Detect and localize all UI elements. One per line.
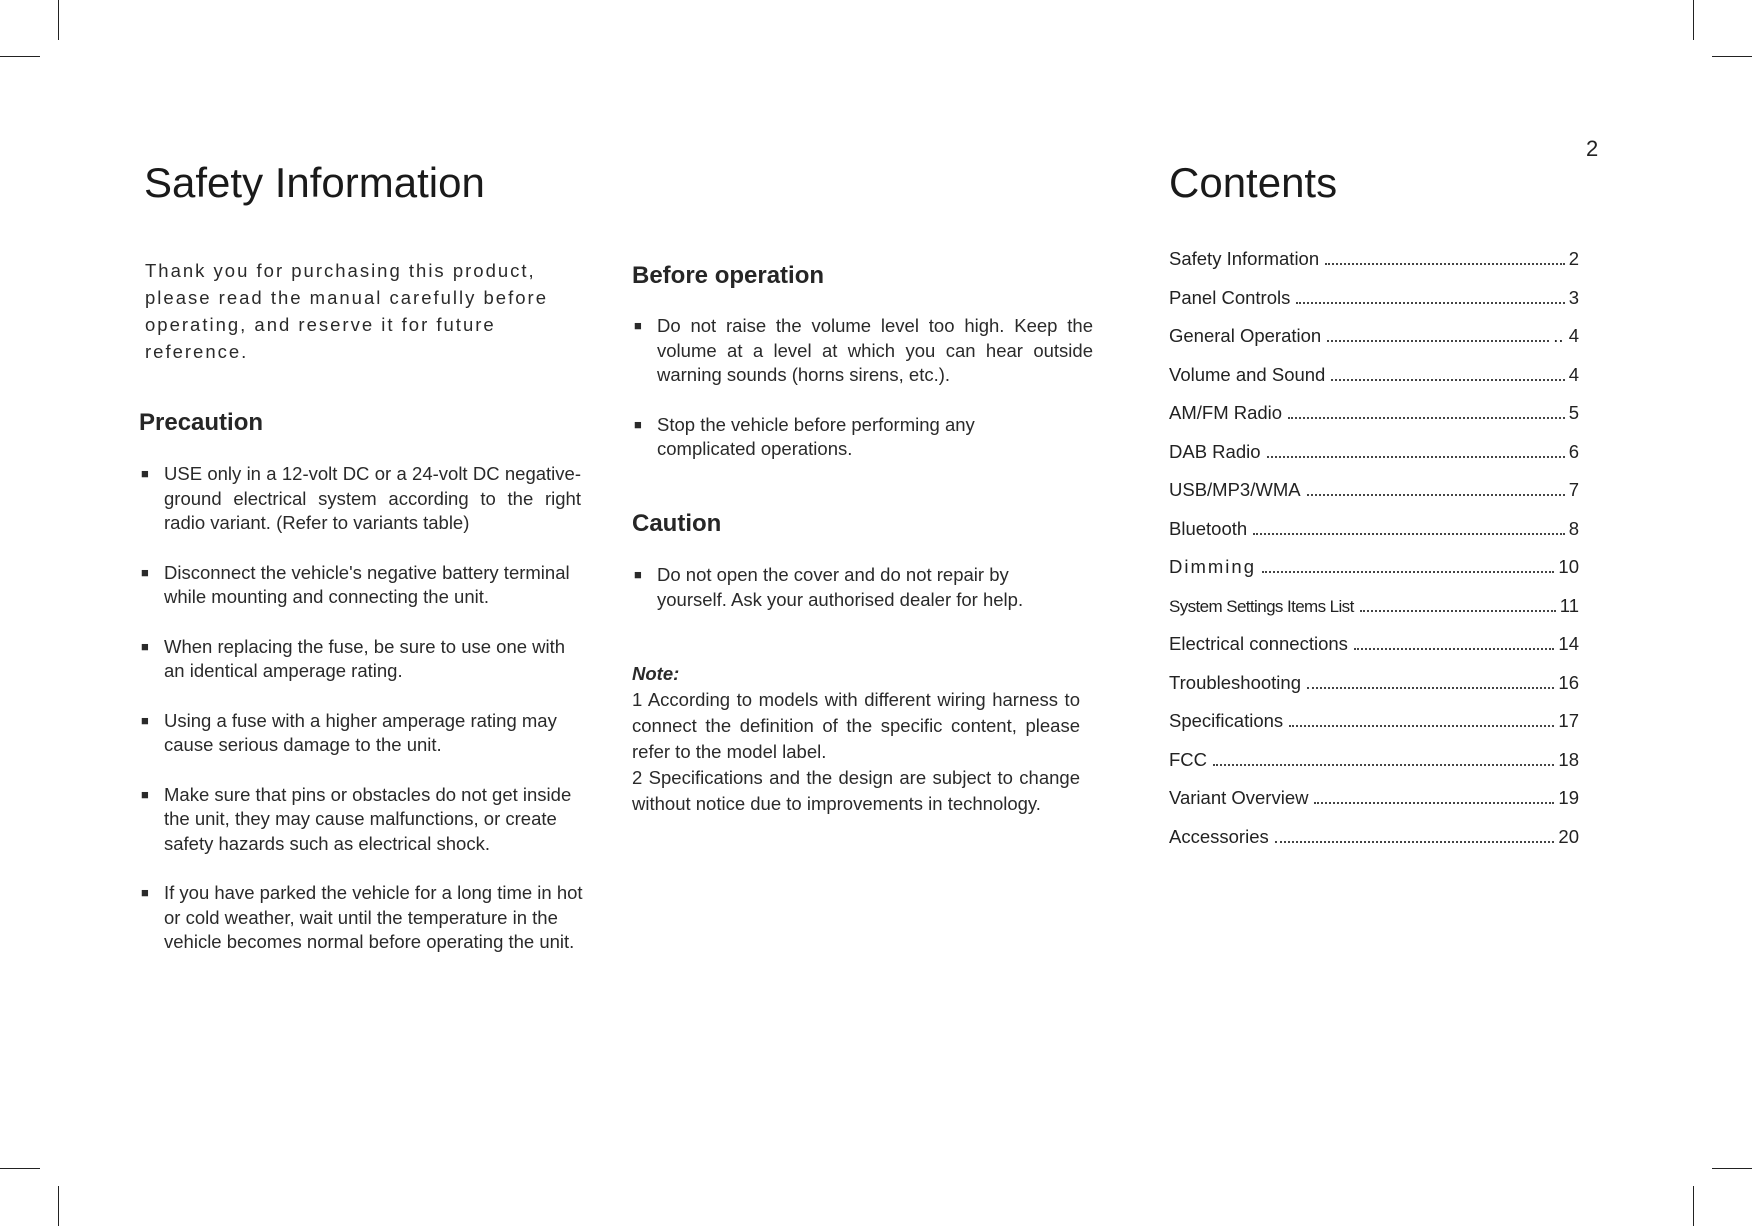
toc-leader-dots <box>1307 494 1565 496</box>
bullet-square-icon: ■ <box>634 567 642 582</box>
toc-entry-page: 14 <box>1558 633 1579 654</box>
toc-entry-page: 10 <box>1558 556 1579 577</box>
toc-entry-page: 2 <box>1568 248 1579 269</box>
toc-entry[interactable] <box>1169 248 1579 287</box>
bullet-square-icon: ■ <box>141 466 149 481</box>
note-item: 1 According to models with different wiring harness to connect the definition of the specific content, please refer to the model label. <box>632 689 1080 762</box>
toc-leader-dots <box>1331 379 1564 381</box>
precaution-list <box>139 462 581 980</box>
crop-mark <box>1693 1186 1694 1226</box>
toc-leader-dots <box>1307 687 1554 689</box>
caution-heading: Caution <box>632 510 722 537</box>
toc-leader-dots <box>1325 263 1565 265</box>
toc-entry[interactable] <box>1169 325 1579 364</box>
toc-entry-label: General Operation <box>1169 325 1322 346</box>
toc-entry-page: 18 <box>1558 748 1579 770</box>
toc-entry-page: 19 <box>1558 787 1579 808</box>
toc-entry[interactable] <box>1169 287 1579 326</box>
bullet-square-icon: ■ <box>141 786 149 802</box>
table-of-contents <box>1169 248 1579 864</box>
toc-entry[interactable] <box>1169 672 1579 711</box>
note-label: Note: <box>632 663 680 684</box>
toc-leader-dots <box>1314 802 1554 804</box>
before-operation-heading: Before operation <box>632 262 825 289</box>
toc-entry[interactable] <box>1169 633 1579 672</box>
toc-entry-page: 17 <box>1558 710 1579 731</box>
caution-item: ■ Do not open the cover and do not repair by yourself. Ask your authorised dealer for help. <box>634 564 1024 610</box>
toc-entry[interactable] <box>1169 826 1579 865</box>
toc-entry-page: 6 <box>1568 440 1579 462</box>
toc-entry-page: 8 <box>1568 517 1579 539</box>
toc-entry[interactable] <box>1169 787 1579 826</box>
toc-entry-label: Electrical connections <box>1169 633 1348 654</box>
crop-mark <box>58 1186 59 1226</box>
page-number: 2 <box>1586 136 1599 161</box>
precaution-heading: Precaution <box>139 409 264 436</box>
safety-information-title: Safety Information <box>144 159 485 206</box>
toc-entry[interactable] <box>1169 710 1579 749</box>
toc-entry-page: 20 <box>1558 825 1579 847</box>
toc-entry-page: 11 <box>1559 594 1579 616</box>
toc-entry[interactable] <box>1169 556 1579 595</box>
caution-list <box>632 563 1082 637</box>
before-operation-item: ■ Do not raise the volume level too high. Keep the volume at a level at which you can hear outside warning sounds (horns sirens, etc.). <box>634 315 1093 385</box>
toc-entry[interactable] <box>1169 402 1579 441</box>
bullet-square-icon: ■ <box>141 564 149 580</box>
toc-entry-label: Volume and Sound <box>1169 363 1326 385</box>
toc-leader-dots <box>1288 417 1565 419</box>
bullet-square-icon: ■ <box>634 318 642 333</box>
toc-entry[interactable] <box>1169 441 1579 480</box>
toc-leader-dots <box>1262 571 1554 573</box>
toc-entry-page: 7 <box>1568 479 1579 500</box>
crop-mark <box>58 0 59 40</box>
toc-entry[interactable] <box>1169 479 1579 518</box>
before-operation-item: ■ Stop the vehicle before performing any complicated operations. <box>634 413 975 459</box>
toc-leader-dots <box>1275 841 1555 843</box>
bullet-square-icon: ■ <box>141 712 149 728</box>
toc-entry[interactable] <box>1169 518 1579 557</box>
toc-entry-label: Troubleshooting <box>1169 671 1301 693</box>
toc-entry-label: Variant Overview <box>1169 787 1309 808</box>
toc-entry-label: Specifications <box>1169 710 1284 731</box>
precaution-item: ■ Make sure that pins or obstacles do not get inside the unit, they may cause malfunctions, or create safety hazards such as electrical shock. <box>141 783 572 854</box>
toc-entry[interactable] <box>1169 595 1579 634</box>
precaution-item: ■ Disconnect the vehicle's negative battery terminal while mounting and connecting the unit. <box>141 561 570 607</box>
toc-leader-dots <box>1354 648 1555 650</box>
bullet-square-icon: ■ <box>141 638 149 654</box>
precaution-item: ■ Using a fuse with a higher amperage rating may cause serious damage to the unit. <box>141 709 557 755</box>
toc-entry-page: 4 <box>1568 363 1579 385</box>
toc-leader-dots <box>1327 340 1549 342</box>
crop-mark <box>0 56 40 57</box>
toc-entry-page: 16 <box>1558 671 1579 693</box>
toc-leader-dots <box>1296 302 1564 304</box>
toc-entry-label: Bluetooth <box>1169 517 1248 539</box>
intro-text: Thank you for purchasing this product, please read the manual carefully before operating, and reserve it for future reference. <box>145 260 548 362</box>
crop-mark <box>0 1168 40 1169</box>
toc-entry-label: Accessories <box>1169 825 1269 847</box>
toc-entry-label: Panel Controls <box>1169 286 1291 308</box>
bullet-square-icon: ■ <box>634 416 642 432</box>
toc-entry-page: 5 <box>1568 402 1579 423</box>
contents-title: Contents <box>1169 159 1338 206</box>
crop-mark <box>1693 0 1694 40</box>
note-item: 2 Specifications and the design are subject to change without notice due to improvements in technology. <box>632 767 1080 814</box>
crop-mark <box>1712 1168 1752 1169</box>
toc-entry-label: Safety Information <box>1169 248 1320 269</box>
toc-leader-dots <box>1289 725 1554 727</box>
crop-mark <box>1712 56 1752 57</box>
precaution-item: ■ When replacing the fuse, be sure to use one with an identical amperage rating. <box>141 635 566 681</box>
toc-entry-label: System Settings Items List <box>1169 596 1354 616</box>
toc-entry-page: .. 4 <box>1553 325 1579 346</box>
toc-entry[interactable] <box>1169 364 1579 403</box>
toc-entry-label: DAB Radio <box>1169 440 1261 462</box>
note-block <box>632 661 1080 817</box>
toc-entry-label: AM/FM Radio <box>1169 402 1283 423</box>
toc-leader-dots <box>1213 764 1554 766</box>
bullet-square-icon: ■ <box>141 885 149 900</box>
precaution-item: ■ USE only in a 12-volt DC or a 24-volt DC negative- ground electrical system according to the right radio variant. (Refer to variants table) <box>141 463 581 533</box>
toc-leader-dots <box>1267 456 1565 458</box>
toc-entry-label: USB/MP3/WMA <box>1169 479 1301 500</box>
toc-entry-label: Dimming <box>1169 556 1256 577</box>
toc-entry-label: FCC <box>1169 748 1208 770</box>
before-operation-list <box>632 314 1093 487</box>
precaution-item: ■ If you have parked the vehicle for a long time in hot or cold weather, wait until the temperature in the vehicle becomes normal before operating the unit. <box>141 882 583 952</box>
toc-entry[interactable] <box>1169 749 1579 788</box>
toc-leader-dots <box>1360 610 1556 612</box>
toc-leader-dots <box>1253 533 1565 535</box>
toc-entry-page: 3 <box>1568 286 1579 308</box>
